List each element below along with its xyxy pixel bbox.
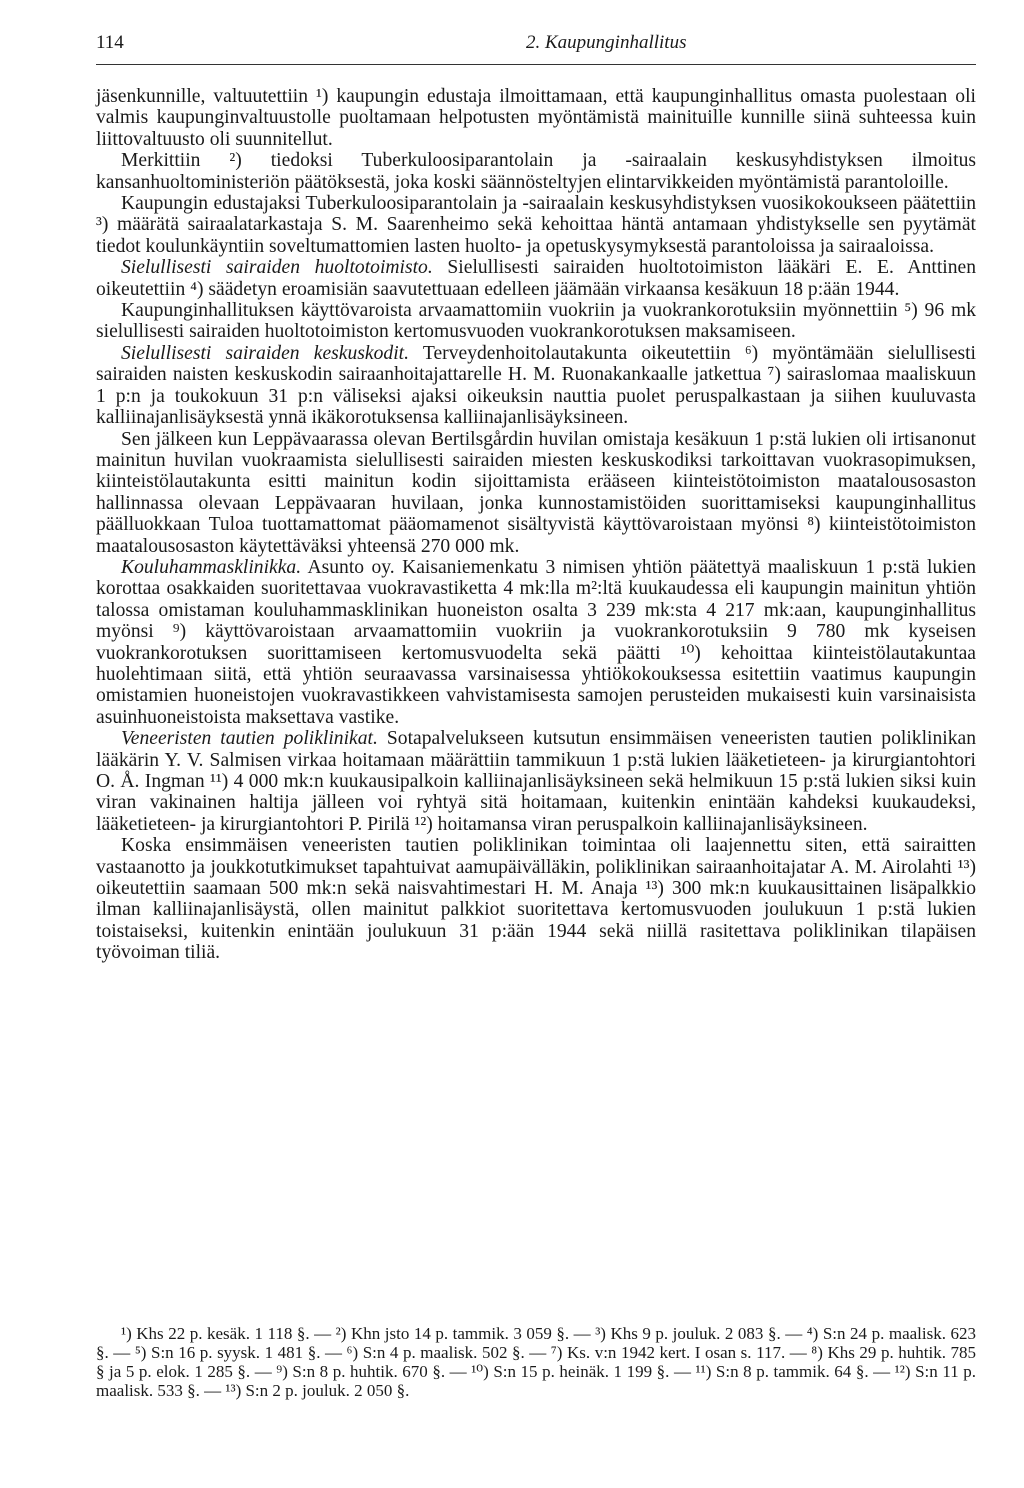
paragraph-8-text: Asunto oy. Kaisaniemenkatu 3 nimisen yhtiön päätettyä maaliskuun 1 p:stä lukien korottaa osakkaiden suoritettavaa vuokravastiketta 4 mk:lla m²:ltä kuukaudessa eli kaupungin mainitun yhtiön talossa omistaman kouluhammasklinikan huoneiston osalta 3 239 mk:sta 4 217 mk:aan, kaupunginhallitus myönsi ⁹) käyttövaroistaan arvaamattomiin vuokriin ja vuokrankorotuksiin 9 780 mk kyseisen vuokrankorotuksen suorittamiseen kertomusvuodelta sekä päätti ¹⁰) kehoittaa kiinteistölautakuntaa huolehtimaan siitä, että yhtiön seuraavassa varsinaisessa yhtiökokouksessa esitettiin vaatimus kaupungin omistamien huoneistojen vuokravastikkeen vahvistamisesta samojen perusteiden mukaisesti kuin varsinaisista asuinhuoneistoista maksettava vastike.	[96, 556, 976, 728]
page-number: 114	[96, 32, 124, 53]
section-heading-huoltotoimisto: Sielullisesti sairaiden huoltotoimisto.	[121, 257, 433, 279]
page-header	[96, 28, 976, 58]
section-heading-poliklinikat: Veneeristen tautien poliklinikat.	[121, 728, 378, 750]
paragraph-6-text: Terveydenhoitolautakunta oikeutettiin ⁶) myöntämään sielullisesti sairaiden naisten keskuskodin sairaanhoitajattarelle H. M. Ruonakankaalle jatkettua ⁷) sairaslomaa maaliskuun 1 p:n ja toukokuun 31 p:n väliseksi ajaksi oikeuksin nauttia puolet peruspalkastaan ja siihen kuuluvasta kalliinajanlisäyksestä ynnä ikäkorotuksensa kalliinajanlisäyksineen.	[96, 342, 976, 429]
footnote-text: ¹) Khs 22 p. kesäk. 1 118 §. — ²) Khn jsto 14 p. tammik. 3 059 §. — ³) Khs 9 p. jouluk. 2 083 §. — ⁴) S:n 24 p. maalisk. 623 §. — ⁵) S:n 16 p. syysk. 1 481 §. — ⁶) S:n 4 p. maalisk. 502 §. — ⁷) Ks. v:n 1942 kert. I osan s. 117. — ⁸) Khs 29 p. huhtik. 785 § ja 5 p. elok. 1 285 §. — ⁹) S:n 8 p. huhtik. 670 §. — ¹⁰) S:n 15 p. heinäk. 1 199 §. — ¹¹) S:n 8 p. tammik. 64 §. — ¹²) S:n 11 p. maalisk. 533 §. — ¹³) S:n 2 p. jouluk. 2 050 §.	[96, 1324, 976, 1400]
paragraph-6	[96, 343, 976, 429]
body-text	[96, 86, 976, 964]
paragraph-4	[96, 257, 976, 300]
paragraph-5: Kaupunginhallituksen käyttövaroista arvaamattomiin vuokriin ja vuokrankorotuksiin myönnettiin ⁵) 96 mk sielullisesti sairaiden huoltotoimiston kertomusvuoden vuokrankorotuksen maksamiseen.	[96, 300, 976, 343]
paragraph-9-text: Sotapalvelukseen kutsutun ensimmäisen veneeristen tautien poliklinikan lääkärin Y. V. Salmisen virkaa hoitamaan määrättiin tammikuun 1 p:stä lukien lääketieteen- ja kirurgiantohtori O. Å. Ingman ¹¹) 4 000 mk:n kuukausipalkoin kalliinajanlisäyksineen sekä helmikuun 15 p:stä lukien siksi kuin viran vakinainen haltija jälleen voi ryhtyä sitä hoitamaan, kuitenkin enintään kahdeksi kuukaudeksi, lääketieteen- ja kirurgiantohtori P. Pirilä ¹²) hoitamansa viran peruspalkoin kalliinajanlisäyksineen.	[96, 728, 976, 835]
paragraph-1: jäsenkunnille, valtuutettiin ¹) kaupungin edustaja ilmoittamaan, että kaupunginhallitus omasta puolestaan oli valmis kaupunginvaltuustolle puoltamaan helpotusten myöntämistä mainituille kunnille siinä suhteessa kuin liittovaltuusto oli suunnitellut.	[96, 86, 976, 150]
section-heading-kouluhammasklinikka: Kouluhammasklinikka.	[121, 556, 302, 578]
paragraph-7: Sen jälkeen kun Leppävaarassa olevan Bertilsgårdin huvilan omistaja kesäkuun 1 p:stä lukien oli irtisanonut mainitun huvilan vuokraamista sielullisesti sairaiden miesten keskuskodiksi tarkoittavan vuokrasopimuksen, kiinteistölautakunta esitti mainitun kodin sijoittamista erääseen kiinteistötoimiston maatalousosaston hallinnassa olevaan Leppävaaran huvilaan, jonka kunnostamistöiden suorittamiseksi kaupunginhallitus päälluokkaan Tuloa tuottamattomat pääomamenot sisältyvistä käyttövaroistaan myönsi ⁸) kiinteistötoimiston maatalousosaston käytettäväksi yhteensä 270 000 mk.	[96, 428, 976, 557]
header-rule	[96, 64, 976, 65]
section-heading-keskuskodit: Sielullisesti sairaiden keskuskodit.	[121, 342, 410, 364]
paragraph-8	[96, 557, 976, 728]
footnotes	[96, 1324, 976, 1400]
running-title: 2. Kaupunginhallitus	[526, 32, 687, 53]
paragraph-2: Merkittiin ²) tiedoksi Tuberkuloosiparantolain ja -sairaalain keskusyhdistyksen ilmoitus kansanhuoltoministeriön päätöksestä, joka koski säännösteltyjen elintarvikkeiden myöntämistä parantoloille.	[96, 150, 976, 193]
paragraph-4-text: Sielullisesti sairaiden huoltotoimiston lääkäri E. E. Anttinen oikeutettiin ⁴) säädetyn eroamisiän saavutettuaan edelleen jäämään virkaansa kesäkuun 18 p:ään 1944.	[96, 257, 976, 300]
paragraph-9	[96, 728, 976, 835]
paragraph-3: Kaupungin edustajaksi Tuberkuloosiparantolain ja -sairaalain keskusyhdistyksen vuosikokoukseen päätettiin ³) määrätä sairaalatarkastaja S. M. Saarenheimo sekä kehoittaa häntä antamaan yhdistykselle sen pyytämät tiedot koulunkäyntiin soveltumattomien lasten huolto- ja opetuskysymyksestä parantoloissa ja sairaaloissa.	[96, 193, 976, 257]
paragraph-10: Koska ensimmäisen veneeristen tautien poliklinikan toimintaa oli laajennettu siten, että sairaitten vastaanotto ja joukkotutkimukset tapahtuivat aamupäivälläkin, poliklinikan sairaanhoitajatar A. M. Airolahti ¹³) oikeutettiin saamaan 500 mk:n sekä naisvahtimestari H. M. Anaja ¹³) 300 mk:n kuukausittainen lisäpalkkio ilman kalliinajanlisäystä, ollen mainitut palkkiot suoritettava kertomusvuoden joulukuun 1 p:stä lukien toistaiseksi, kuitenkin enintään joulukuun 31 p:ään 1944 sekä niillä rasitettava poliklinikan tilapäisen työvoiman tiliä.	[96, 835, 976, 964]
